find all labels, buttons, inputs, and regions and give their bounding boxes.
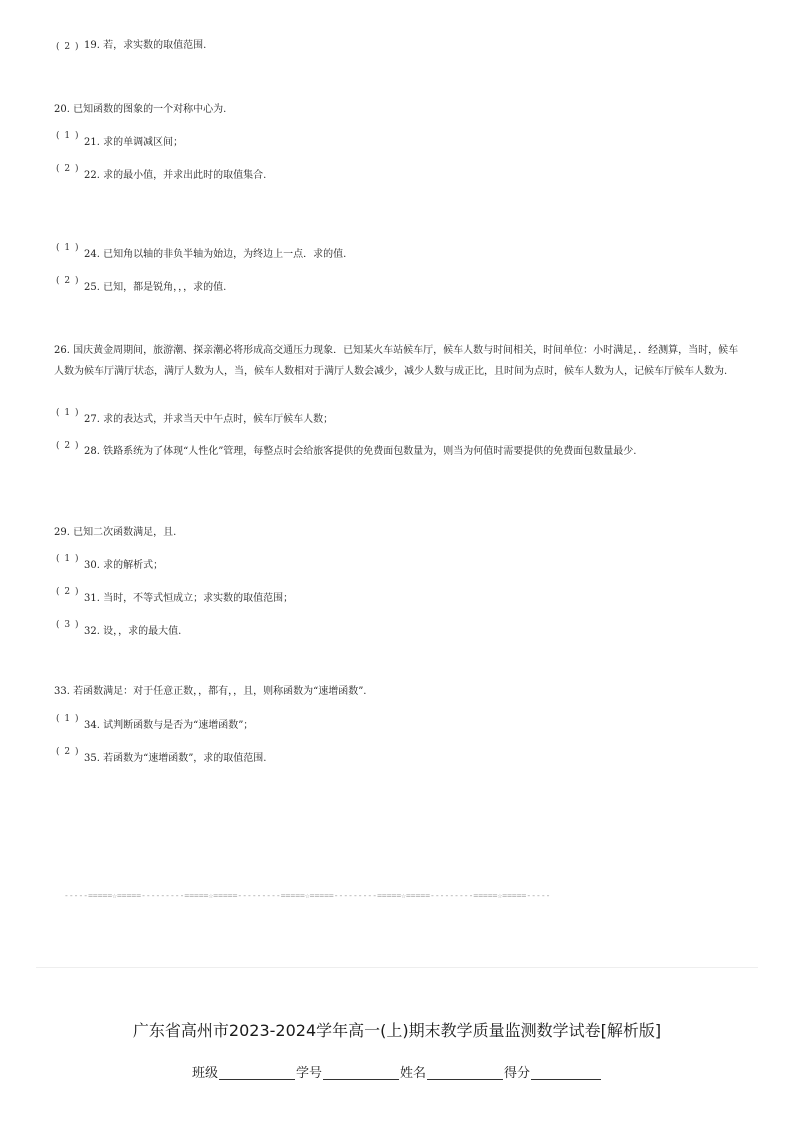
page-rule — [36, 967, 758, 968]
q34-text: 34. 试判断函数与是否为“速增函数”； — [84, 720, 254, 731]
q33-stem: 33. 若函数满足：对于任意正数，，都有，，且，则称函数为“速增函数”. — [54, 686, 367, 697]
q24-sub-label: ( 1 ) — [56, 243, 80, 253]
q26-stem: 26. 国庆黄金周期间，旅游潮、探亲潮必将形成高交通压力现象．已知某火车站候车厅，候车人数与时间相关，时间单位：小时满足，．经测算，当时，候车人数为候车厅满厅状态，满厅人数为人，当，候车人数相对于满厅人数会减少，减少人数与成正比，且时间为点时，候车人数为人，记候车厅候车人数为. — [54, 345, 739, 377]
q30-text: 30. 求的解析式； — [84, 560, 164, 571]
q22-text: 22. 求的最小值，并求出此时的取值集合. — [84, 170, 267, 181]
student-id-blank[interactable] — [323, 1065, 399, 1080]
q34-sub-label: ( 1 ) — [56, 714, 80, 724]
q21-sub-label: ( 1 ) — [56, 131, 80, 141]
q25-sub-label: ( 2 ) — [56, 276, 80, 286]
name-blank[interactable] — [427, 1065, 503, 1080]
name-label: 姓名 — [400, 1066, 427, 1081]
q31-sub-label: ( 2 ) — [56, 587, 80, 597]
q30-sub-label: ( 1 ) — [56, 554, 80, 564]
q29-stem: 29. 已知二次函数满足，且. — [54, 527, 177, 538]
q32-text: 32. 设，，求的最大值. — [84, 626, 182, 637]
q21-text: 21. 求的单调减区间； — [84, 137, 184, 148]
score-blank[interactable] — [531, 1065, 601, 1080]
q24-text: 24. 已知角以轴的非负半轴为始边，为终边上一点．求的值. — [84, 249, 347, 260]
q22-sub-label: ( 2 ) — [56, 164, 80, 174]
q35-sub-label: ( 2 ) — [56, 747, 80, 757]
q28-text: 28. 铁路系统为了体现“人性化”管理，每整点时会给旅客提供的免费面包数量为，则当为何值时需要提供的免费面包数量最少. — [84, 446, 637, 457]
student-info-fields — [0, 1064, 794, 1084]
q19-sub-label: ( 2 ) — [56, 42, 80, 52]
q27-text: 27. 求的表达式，并求当天中午点时，候车厅候车人数； — [84, 414, 334, 425]
q20-stem: 20. 已知函数的图象的一个对称中心为. — [54, 104, 227, 115]
q19-text: 19. 若，求实数的取值范围. — [84, 40, 207, 51]
q31-text: 31. 当时，不等式恒成立；求实数的取值范围； — [84, 593, 294, 604]
star-divider: -----=====☆=====---------=====☆=====---------=====☆=====---------=====☆=====---------=====☆=====----- — [64, 891, 551, 900]
score-label: 得分 — [504, 1066, 531, 1081]
q28-sub-label: ( 2 ) — [56, 441, 80, 451]
q32-sub-label: ( 3 ) — [56, 620, 80, 630]
q25-text: 25. 已知，都是锐角，，，求的值. — [84, 282, 227, 293]
class-label: 班级 — [191, 1066, 218, 1081]
exam-title: 广东省高州市2023-2024学年高一(上)期末教学质量监测数学试卷[解析版] — [132, 1021, 662, 1040]
class-blank[interactable] — [219, 1065, 295, 1080]
q27-sub-label: ( 1 ) — [56, 408, 80, 418]
student-id-label: 学号 — [295, 1066, 322, 1081]
q35-text: 35. 若函数为“速增函数”，求的取值范围. — [84, 753, 267, 764]
